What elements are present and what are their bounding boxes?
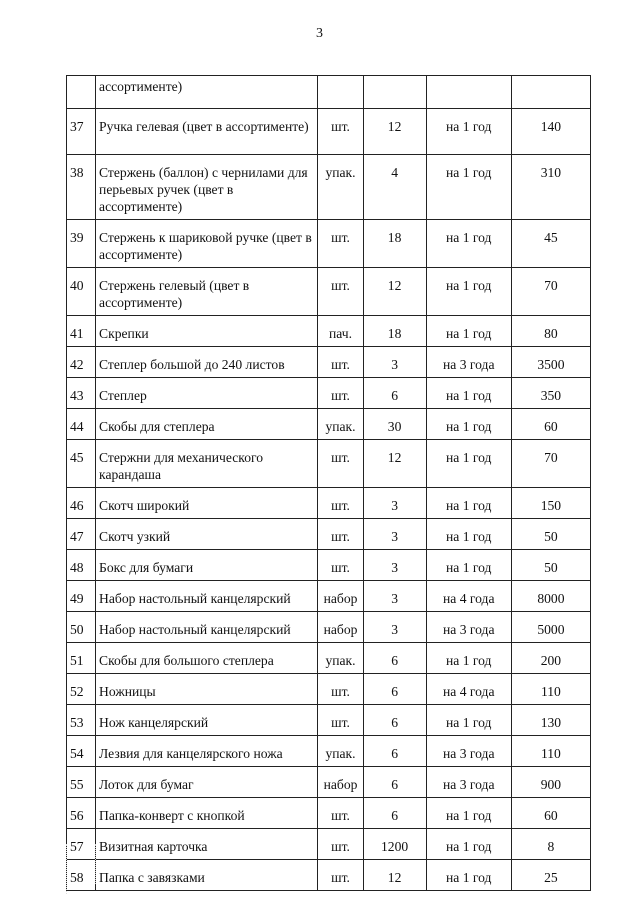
cell-unit: набор (318, 767, 363, 798)
cell-name: Скотч широкий (96, 488, 318, 519)
cell-unit: набор (318, 581, 363, 612)
cell-quantity: 12 (363, 860, 426, 891)
cell-number: 42 (67, 347, 96, 378)
cell-price: 8000 (511, 581, 590, 612)
cell-price: 8 (511, 829, 590, 860)
table-row (67, 316, 591, 347)
cell-unit: шт. (318, 798, 363, 829)
cell-term: на 1 год (426, 860, 511, 891)
cell-price: 60 (511, 409, 590, 440)
cell-unit: шт. (318, 550, 363, 581)
cell-price: 5000 (511, 612, 590, 643)
cell-price: 140 (511, 109, 590, 155)
cell-quantity: 12 (363, 109, 426, 155)
cell-quantity: 1200 (363, 829, 426, 860)
cell-number: 48 (67, 550, 96, 581)
cell-quantity (363, 76, 426, 109)
cell-number: 47 (67, 519, 96, 550)
table-row (67, 220, 591, 268)
cell-name: Скобы для степлера (96, 409, 318, 440)
table-row (67, 268, 591, 316)
cell-name: Степлер большой до 240 листов (96, 347, 318, 378)
cell-term: на 1 год (426, 316, 511, 347)
cell-number: 46 (67, 488, 96, 519)
cell-name: Скрепки (96, 316, 318, 347)
cell-unit: шт. (318, 378, 363, 409)
cell-quantity: 3 (363, 519, 426, 550)
cell-number: 43 (67, 378, 96, 409)
cell-unit: шт. (318, 268, 363, 316)
cell-unit: шт. (318, 488, 363, 519)
cell-unit: шт. (318, 860, 363, 891)
cell-quantity: 12 (363, 268, 426, 316)
cell-term: на 1 год (426, 488, 511, 519)
cell-name: Степлер (96, 378, 318, 409)
table-row (67, 409, 591, 440)
cell-unit (318, 76, 363, 109)
cell-name: Стержень гелевый (цвет в ассортименте) (96, 268, 318, 316)
table-row (67, 109, 591, 155)
cell-term: на 1 год (426, 550, 511, 581)
cell-price: 70 (511, 440, 590, 488)
cell-name: Ручка гелевая (цвет в ассортименте) (96, 109, 318, 155)
cell-unit: упак. (318, 155, 363, 220)
cell-price (511, 76, 590, 109)
cell-number: 45 (67, 440, 96, 488)
cell-term: на 1 год (426, 829, 511, 860)
cell-unit: упак. (318, 409, 363, 440)
cell-name: Набор настольный канцелярский (96, 612, 318, 643)
cell-unit: шт. (318, 705, 363, 736)
cell-quantity: 18 (363, 316, 426, 347)
cell-term: на 3 года (426, 347, 511, 378)
cell-term: на 4 года (426, 581, 511, 612)
cell-term: на 1 год (426, 409, 511, 440)
cell-unit: пач. (318, 316, 363, 347)
cell-price: 900 (511, 767, 590, 798)
cell-number: 39 (67, 220, 96, 268)
table-row (67, 488, 591, 519)
cell-price: 60 (511, 798, 590, 829)
cell-term: на 1 год (426, 220, 511, 268)
cell-name: Ножницы (96, 674, 318, 705)
cell-price: 45 (511, 220, 590, 268)
supplies-table (66, 75, 591, 891)
cell-quantity: 3 (363, 581, 426, 612)
cell-number (67, 76, 96, 109)
cell-quantity: 6 (363, 705, 426, 736)
cell-term: на 1 год (426, 643, 511, 674)
cell-number: 50 (67, 612, 96, 643)
cell-name: Нож канцелярский (96, 705, 318, 736)
cell-unit: шт. (318, 109, 363, 155)
table-row (67, 347, 591, 378)
cell-unit: шт. (318, 829, 363, 860)
cell-price: 150 (511, 488, 590, 519)
cell-quantity: 3 (363, 612, 426, 643)
cell-unit: шт. (318, 519, 363, 550)
cell-price: 130 (511, 705, 590, 736)
supplies-table-body (67, 76, 591, 891)
table-row (67, 767, 591, 798)
table-row-continuation (67, 76, 591, 109)
cell-unit: шт. (318, 674, 363, 705)
cell-quantity: 6 (363, 798, 426, 829)
cell-term: на 1 год (426, 440, 511, 488)
table-row (67, 705, 591, 736)
cell-term: на 1 год (426, 798, 511, 829)
cell-term: на 3 года (426, 612, 511, 643)
cell-term: на 4 года (426, 674, 511, 705)
cell-name: Набор настольный канцелярский (96, 581, 318, 612)
cell-term: на 1 год (426, 519, 511, 550)
cell-term: на 1 год (426, 705, 511, 736)
cell-name: Папка с завязками (96, 860, 318, 891)
cell-number: 56 (67, 798, 96, 829)
cell-quantity: 18 (363, 220, 426, 268)
cell-quantity: 6 (363, 736, 426, 767)
cell-price: 3500 (511, 347, 590, 378)
table-row (67, 612, 591, 643)
cell-price: 50 (511, 550, 590, 581)
cell-price: 50 (511, 519, 590, 550)
cell-price: 200 (511, 643, 590, 674)
cell-term: на 1 год (426, 155, 511, 220)
cell-price: 310 (511, 155, 590, 220)
cell-quantity: 12 (363, 440, 426, 488)
cell-number: 53 (67, 705, 96, 736)
cell-number: 49 (67, 581, 96, 612)
cell-unit: шт. (318, 347, 363, 378)
cell-name: Стержень к шариковой ручке (цвет в ассортименте) (96, 220, 318, 268)
cell-quantity: 6 (363, 643, 426, 674)
cell-term: на 1 год (426, 109, 511, 155)
cell-quantity: 6 (363, 378, 426, 409)
cell-unit: набор (318, 612, 363, 643)
cell-price: 70 (511, 268, 590, 316)
cell-name: Скобы для большого степлера (96, 643, 318, 674)
cell-unit: упак. (318, 736, 363, 767)
table-row (67, 378, 591, 409)
page-number: 3 (316, 26, 323, 41)
cell-name: Лезвия для канцелярского ножа (96, 736, 318, 767)
cell-number: 37 (67, 109, 96, 155)
cell-number: 57 (67, 829, 96, 860)
table-row (67, 581, 591, 612)
cell-quantity: 3 (363, 550, 426, 581)
cell-quantity: 6 (363, 767, 426, 798)
cell-name: Стержень (баллон) с чернилами для перьевых ручек (цвет в ассортименте) (96, 155, 318, 220)
table-row (67, 550, 591, 581)
table-row (67, 643, 591, 674)
cell-number: 44 (67, 409, 96, 440)
table-row (67, 440, 591, 488)
cell-name: Бокс для бумаги (96, 550, 318, 581)
cell-quantity: 3 (363, 488, 426, 519)
cell-number: 58 (67, 860, 96, 891)
cell-number: 38 (67, 155, 96, 220)
cell-price: 110 (511, 674, 590, 705)
cell-quantity: 30 (363, 409, 426, 440)
cell-term: на 3 года (426, 736, 511, 767)
table-tail-dotted (66, 844, 592, 894)
cell-number: 41 (67, 316, 96, 347)
cell-quantity: 4 (363, 155, 426, 220)
cell-term: на 1 год (426, 268, 511, 316)
cell-name: Стержни для механического карандаша (96, 440, 318, 488)
table-row (67, 155, 591, 220)
table-row (67, 798, 591, 829)
table-row (67, 519, 591, 550)
cell-name: ассортименте) (96, 76, 318, 109)
cell-price: 25 (511, 860, 590, 891)
cell-price: 110 (511, 736, 590, 767)
cell-name: Скотч узкий (96, 519, 318, 550)
cell-price: 350 (511, 378, 590, 409)
table-row (67, 736, 591, 767)
cell-number: 51 (67, 643, 96, 674)
cell-name: Визитная карточка (96, 829, 318, 860)
cell-name: Папка-конверт с кнопкой (96, 798, 318, 829)
cell-number: 55 (67, 767, 96, 798)
tail-divider (95, 844, 96, 884)
cell-term: на 1 год (426, 378, 511, 409)
cell-number: 54 (67, 736, 96, 767)
cell-unit: шт. (318, 440, 363, 488)
cell-term: на 3 года (426, 767, 511, 798)
cell-number: 52 (67, 674, 96, 705)
cell-name: Лоток для бумаг (96, 767, 318, 798)
cell-unit: упак. (318, 643, 363, 674)
cell-quantity: 3 (363, 347, 426, 378)
cell-term (426, 76, 511, 109)
table-row (67, 674, 591, 705)
cell-unit: шт. (318, 220, 363, 268)
cell-quantity: 6 (363, 674, 426, 705)
cell-price: 80 (511, 316, 590, 347)
cell-number: 40 (67, 268, 96, 316)
